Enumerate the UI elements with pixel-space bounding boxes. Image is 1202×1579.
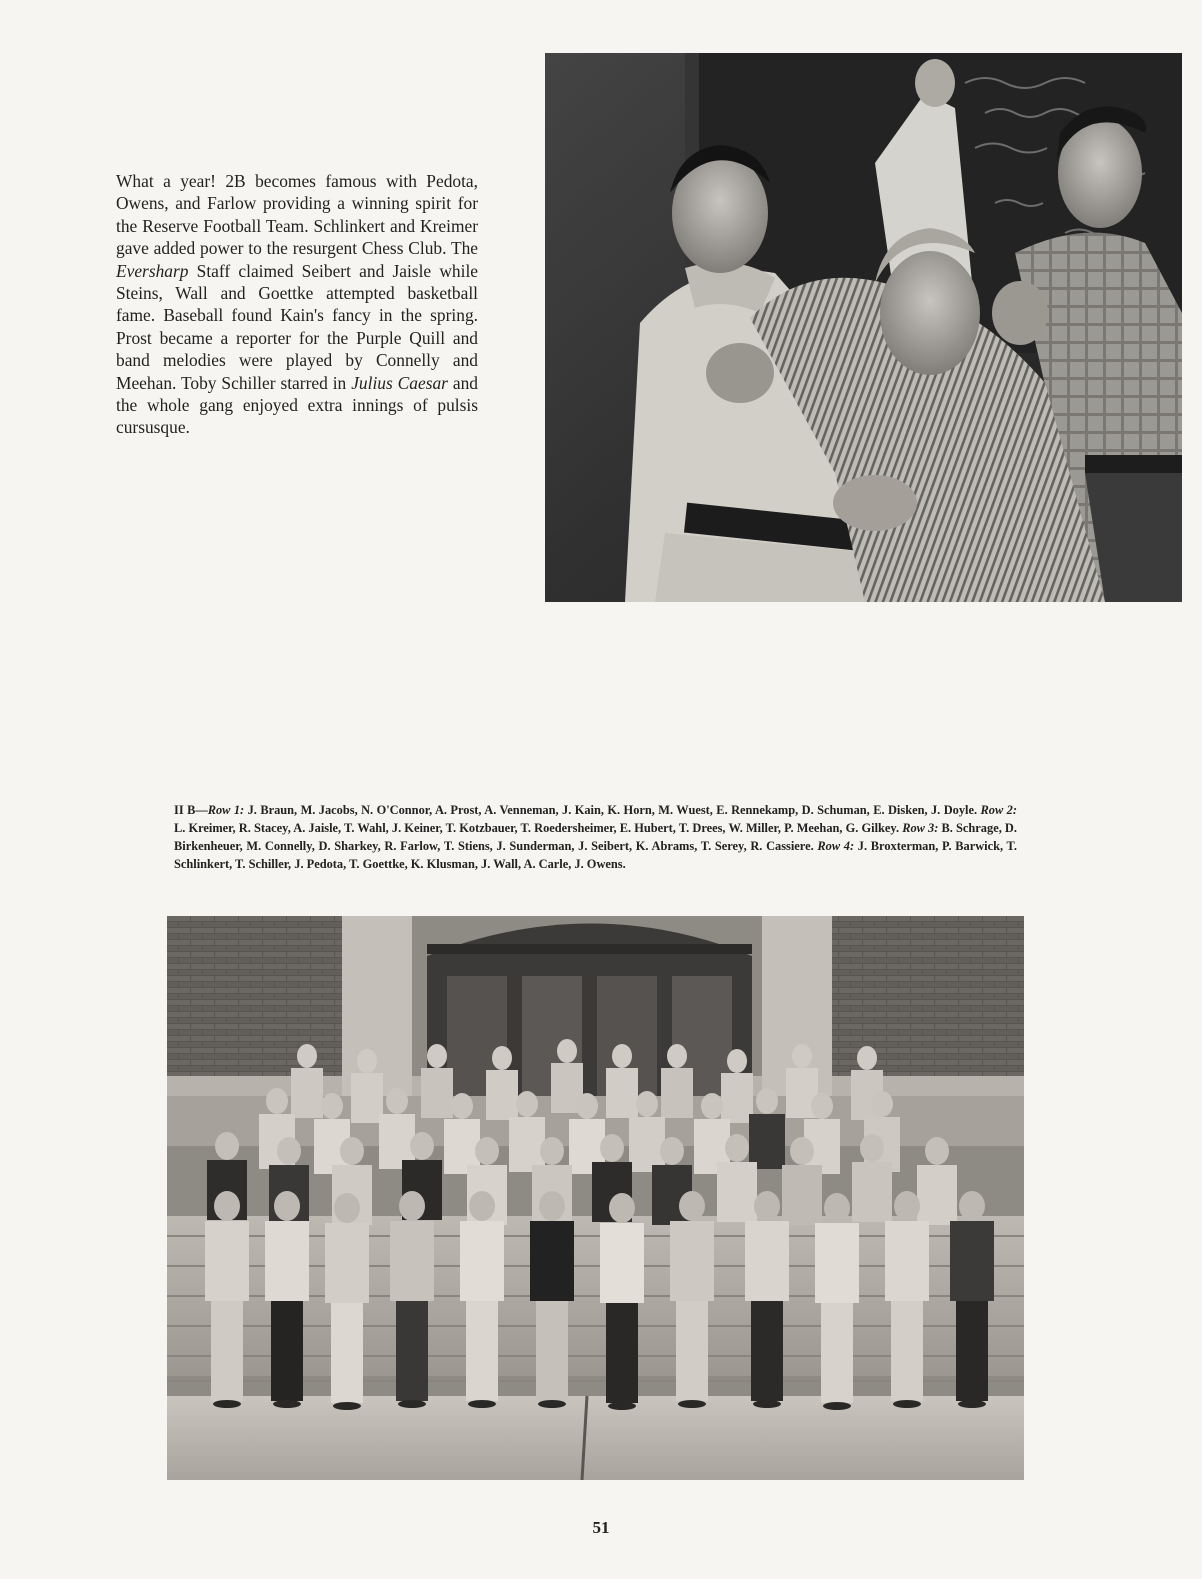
row-3-label: Row 3: xyxy=(902,821,939,835)
row-4-names: J. Broxterman, P. Barwick, T. Schlinkert, T. Schiller, J. Pedota, T. Goettke, K. Klusman, J. Wall, A. Carle, J. Owens. xyxy=(174,839,1017,871)
row-1-label: Row 1: xyxy=(207,803,245,817)
eversharp-title: Eversharp xyxy=(116,260,189,281)
class-group-photo xyxy=(167,916,1024,1480)
intro-paragraph xyxy=(116,170,478,439)
page-number: 51 xyxy=(592,1518,610,1537)
row-3-names: B. Schrage, D. Birkenheuer, M. Connelly, D. Sharkey, R. Farlow, T. Stiens, J. Sunderman, J. Seibert, K. Abrams, T. Serey, R. Cassiere. xyxy=(174,821,1017,853)
class-label: II B— xyxy=(174,803,208,817)
intro-text-3: and the whole gang enjoyed extra innings of pulsis cursusque. xyxy=(116,372,478,438)
julius-caesar-title: Julius Caesar xyxy=(351,372,448,393)
row-4-label: Row 4: xyxy=(817,839,855,853)
row-1-names: J. Braun, M. Jacobs, N. O'Connor, A. Prost, A. Venneman, J. Kain, K. Horn, M. Wuest, E. Rennekamp, D. Schuman, E. Disken, J. Doyle. xyxy=(244,803,981,817)
intro-text-2: Staff claimed Seibert and Jaisle while Steins, Wall and Goettke attempted basketball fame. Baseball found Kain's fancy in the spring. Prost became a reporter for the Purple Quill and band melodies were played by Connelly and Meehan. Toby Schiller starred in xyxy=(116,260,478,393)
intro-text-1: What a year! 2B becomes famous with Pedota, Owens, and Farlow providing a winning spirit for the Reserve Football Team. Schlinkert and Kreimer gave added power to the resurgent Chess Club. The xyxy=(116,171,478,259)
class-photo-caption xyxy=(174,801,1017,873)
classroom-photo xyxy=(545,53,1182,602)
row-2-label: Row 2: xyxy=(980,803,1017,817)
row-2-names: L. Kreimer, R. Stacey, A. Jaisle, T. Wahl, J. Keiner, T. Kotzbauer, T. Roedersheimer, E. Hubert, T. Drees, W. Miller, P. Meehan, G. Gilkey. xyxy=(174,821,903,835)
